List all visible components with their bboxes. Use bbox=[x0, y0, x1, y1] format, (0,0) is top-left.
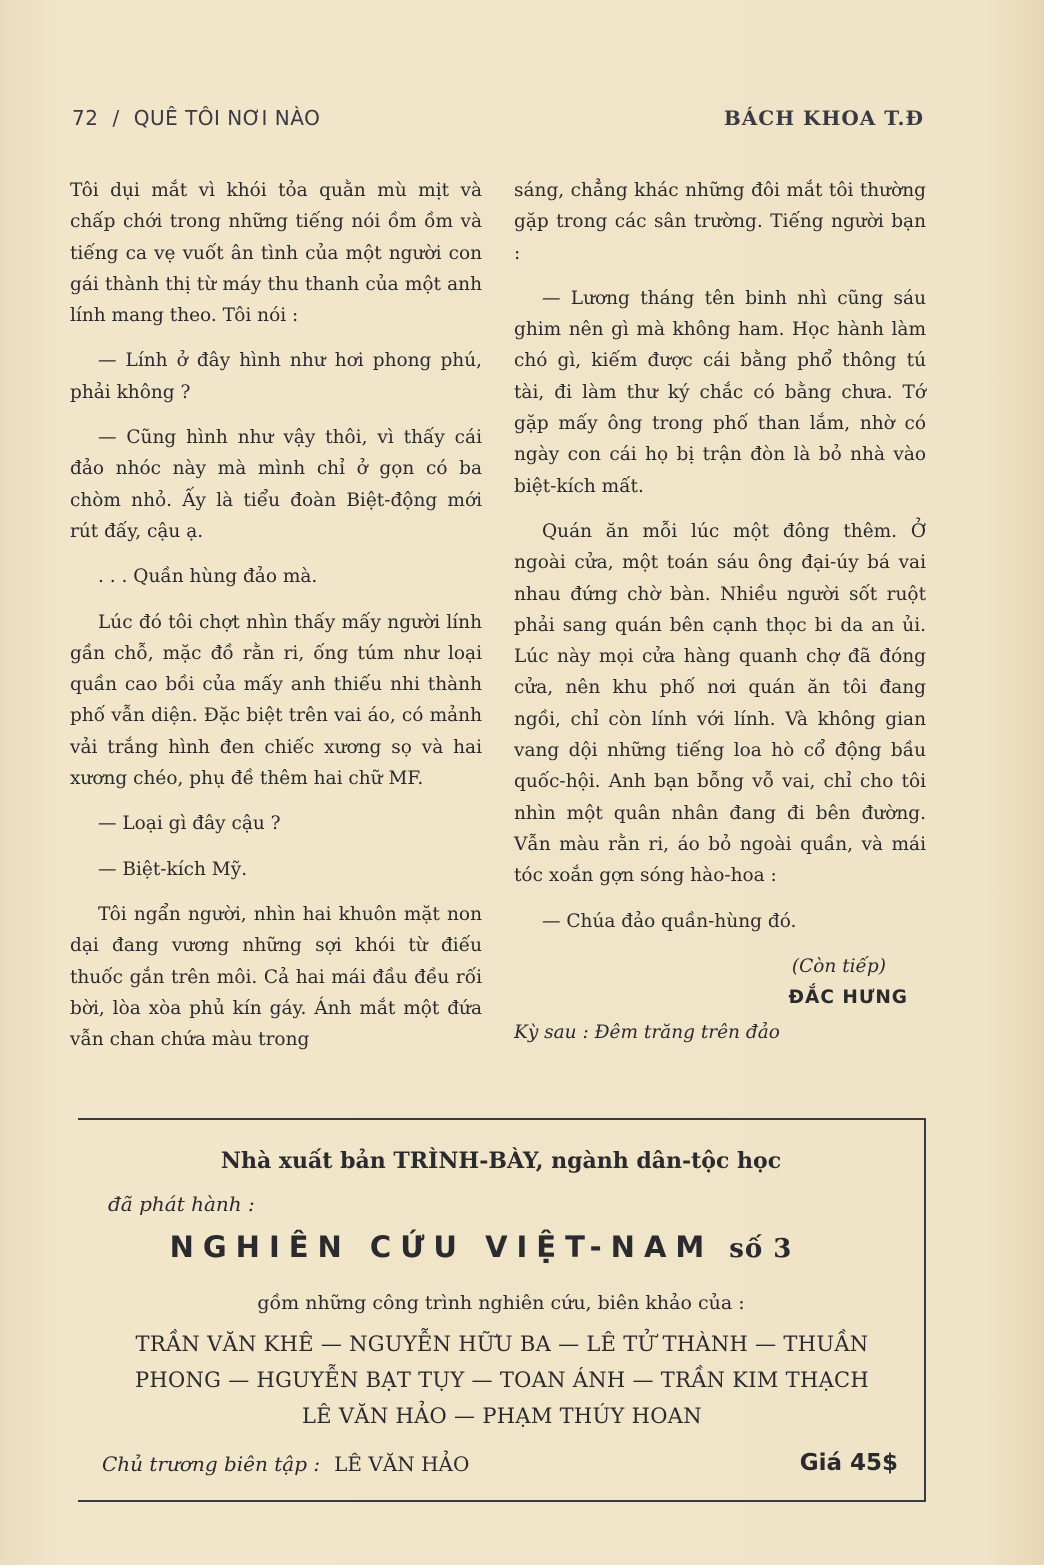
dialogue-line: — Biệt-kích Mỹ. bbox=[98, 858, 248, 880]
released-label: đã phát hành : bbox=[108, 1192, 255, 1216]
editor-name: LÊ VĂN HẢO bbox=[334, 1452, 470, 1476]
to-be-continued: (Còn tiếp) bbox=[791, 955, 886, 977]
author-name: ĐẮC HƯNG bbox=[788, 987, 908, 1009]
contents-line: gồm những công trình nghiên cứu, biên khảo của : bbox=[257, 1292, 745, 1314]
page-number: 72 bbox=[72, 106, 99, 130]
paragraph: sáng, chẳng khác những đôi mắt tôi thường gặp trong các sân trường. Tiếng người bạn : bbox=[514, 180, 926, 264]
header-separator: / bbox=[112, 106, 120, 130]
header-left bbox=[72, 106, 320, 130]
paragraph: Lúc đó tôi chợt nhìn thấy mấy người lính gần chỗ, mặc đồ rằn ri, ống túm như loại quần cao bồi của mấy anh thiếu nhi thành phố vẫn diện. Đặc biệt trên vai áo, có mảnh vải trắng hình đen chiếc xương sọ và hai xương chéo, phụ đề thêm hai chữ MF. bbox=[70, 611, 482, 790]
paragraph: Tôi ngẩn người, nhìn hai khuôn mặt non dại đang vương những sợi khói từ điếu thuốc gắn trên môi. Cả hai mái đầu đều rối bời, lòa xòa phủ kín gáy. Ánh mắt một đứa vẫn chan chứa màu trong bbox=[70, 903, 482, 1051]
contributor-line: LÊ VĂN HẢO — PHẠM THÚY HOAN bbox=[302, 1404, 702, 1428]
magazine-name: BÁCH KHOA T.Đ bbox=[723, 106, 924, 130]
dialogue-line: — Loại gì đây cậu ? bbox=[98, 813, 281, 835]
dialogue-line: — Cũng hình như vậy thôi, vì thấy cái đảo nhóc này mà mình chỉ ở gọn có ba chòm nhỏ. Ấy là tiểu đoàn Biệt-động mới rút đấy, cậu ạ. bbox=[70, 427, 482, 542]
editor-line bbox=[102, 1452, 469, 1476]
book-title-line bbox=[78, 1230, 884, 1264]
next-issue-note: Kỳ sau : Đêm trăng trên đảo bbox=[514, 1022, 780, 1044]
article-column-right bbox=[514, 175, 926, 1063]
issue-number: số 3 bbox=[729, 1234, 793, 1264]
contributor-line: PHONG — HGUYỄN BẠT TỤY — TOAN ÁNH — TRẦN KIM THẠCH bbox=[134, 1368, 870, 1392]
price: Giá 45$ bbox=[799, 1450, 898, 1476]
dialogue-line: — Chúa đảo quần-hùng đó. bbox=[542, 910, 797, 932]
page-header bbox=[72, 106, 924, 136]
article-column-left bbox=[70, 175, 482, 1069]
book-title: NGHIÊN CỨU VIỆT-NAM bbox=[169, 1230, 714, 1264]
paragraph: Tôi dụi mắt vì khói tỏa quằn mù mịt và chấp chới trong những tiếng nói ồm ồm và tiếng ca vẹ vuốt ân tình của một người con gái thành thị từ máy thu thanh của một anh lính mang theo. Tôi nói : bbox=[70, 180, 482, 327]
publisher-line: Nhà xuất bản TRÌNH-BÀY, ngành dân-tộc học bbox=[220, 1148, 782, 1174]
contributor-list bbox=[100, 1326, 904, 1434]
contributor-line: TRẦN VĂN KHÊ — NGUYỄN HỮU BA — LÊ TỬ THÀNH — THUẦN bbox=[135, 1332, 869, 1356]
dialogue-line: — Lính ở đây hình như hơi phong phú, phải không ? bbox=[70, 350, 482, 403]
book-advertisement bbox=[78, 1118, 926, 1502]
series-title: QUÊ TÔI NƠI NÀO bbox=[133, 106, 321, 130]
editor-label: Chủ trương biên tập : bbox=[102, 1452, 321, 1476]
dialogue-line: — Lương tháng tên binh nhì cũng sáu ghim nên gì mà không ham. Học hành làm chó gì, kiếm được cái bằng phổ thông tú tài, đi làm thư ký chắc có bằng chưa. Tớ gặp mấy ông trong phố than lắm, nhờ có ngày con cái họ bị trận đòn là bỏ nhà vào biệt-kích mất. bbox=[514, 287, 926, 497]
dialogue-line: . . . Quần hùng đảo mà. bbox=[98, 566, 318, 588]
paragraph: Quán ăn mỗi lúc một đông thêm. Ở ngoài cửa, một toán sáu ông đại-úy bá vai nhau đứng chờ bàn. Nhiều người sốt ruột phải sang quán bên cạnh thọc bi da an ủi. Lúc này mọi cửa hàng quanh chợ đã đóng cửa, nên khu phố nơi quán ăn tôi đang ngồi, chỉ còn lính với lính. Và không gian vang dội những tiếng loa hò cổ động bầu quốc-hội. Anh bạn bỗng vỗ vai, chỉ cho tôi nhìn một quân nhân đang đi bên đường. Vẫn màu rằn ri, áo bỏ ngoài quần, và mái tóc xoắn gợn sóng hào-hoa : bbox=[514, 520, 926, 887]
